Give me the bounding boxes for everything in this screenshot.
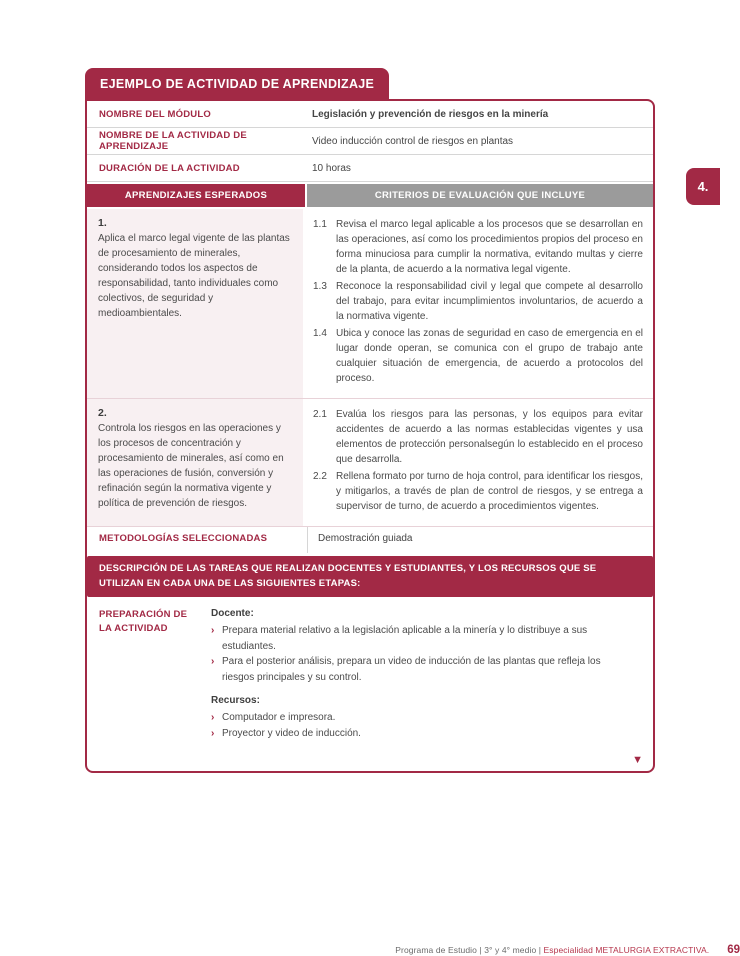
criterion-number: 2.2 — [313, 471, 327, 482]
bullet-chevron-icon: › — [211, 656, 215, 668]
footer-program: Programa de Estudio | 3° y 4° medio | — [395, 945, 542, 955]
preparation-group-heading: Recursos: — [211, 695, 260, 707]
methodology-value: Demostración guiada — [318, 533, 413, 544]
info-row — [87, 101, 653, 128]
methodology-row — [87, 527, 653, 553]
expected-learning-cell — [87, 209, 305, 398]
criterion-text: Revisa el marco legal aplicable a los procesos que se desarrollan en las operaciones, así como los procedimientos propios del proceso en forma minuciosa para cumplir la normativa, evitando multas y cierre de la planta, de acuerdo a la normativa legal vigente. — [336, 219, 643, 275]
criterion-text: Evalúa los riesgos para las personas, y los equipos para evitar accidentes de acuerdo a las normas establecidas vigentes y usa elementos de protección personalsegún lo establecido en el proceso que desarrolla. — [336, 409, 643, 465]
info-row-value: 10 horas — [312, 162, 351, 174]
document-content — [85, 68, 740, 956]
preparation-bullet-item — [211, 654, 633, 685]
column-header-criterios: CRITERIOS DE EVALUACIÓN QUE INCLUYE — [307, 184, 653, 207]
section-number-tab: 4. — [686, 168, 720, 205]
preparation-item-text: Para el posterior análisis, prepara un video de inducción de las plantas que refleja los riesgos principales y su control. — [222, 656, 601, 683]
footer-text — [395, 945, 709, 955]
preparation-group-heading: Docente: — [211, 608, 254, 620]
criterion-number: 1.4 — [313, 328, 327, 339]
learning-rows — [87, 209, 653, 527]
footer-specialty: Especialidad METALURGIA EXTRACTIVA. — [543, 945, 710, 955]
criterion-text: Reconoce la responsabilidad civil y legal que compete al desarrollo del trabajo, para evitar incumplimientos involuntarios, de acuerdo a la normativa vigente. — [336, 281, 643, 322]
criterion-number: 1.1 — [313, 219, 327, 230]
expected-learning-cell — [87, 399, 305, 526]
preparation-group — [211, 695, 633, 741]
criterion-number: 1.3 — [313, 281, 327, 292]
description-banner: DESCRIPCIÓN DE LAS TAREAS QUE REALIZAN DOCENTES Y ESTUDIANTES, Y LOS RECURSOS QUE SE UTILIZAN EN CADA UNA DE LAS SIGUIENTES ETAPAS: — [87, 556, 653, 597]
learning-text: Controla los riesgos en las operaciones y los procesos de concentración y procesamiento de minerales, así como en las operaciones de fusión, conversión y refinación según la normativa vigente y política de prevención de riesgos. — [98, 423, 284, 509]
criterion-number: 2.1 — [313, 409, 327, 420]
bullet-chevron-icon: › — [211, 712, 215, 724]
criterion-item — [313, 407, 643, 467]
preparation-bullet-item — [211, 726, 633, 742]
bullet-chevron-icon: › — [211, 727, 215, 739]
page-title: EJEMPLO DE ACTIVIDAD DE APRENDIZAJE — [85, 68, 389, 99]
column-header-aprendizajes: APRENDIZAJES ESPERADOS — [87, 184, 305, 207]
evaluation-criteria-cell — [305, 209, 653, 398]
info-row-value: Legislación y prevención de riesgos en la minería — [312, 108, 549, 120]
info-row — [87, 128, 653, 155]
criterion-item — [313, 326, 643, 386]
learning-number: 1. — [98, 217, 107, 229]
preparation-item-text: Computador e impresora. — [222, 712, 336, 724]
preparation-label: PREPARACIÓN DE LA ACTIVIDAD — [99, 609, 188, 635]
preparation-item-text: Proyector y video de inducción. — [222, 727, 361, 739]
info-row-label: DURACIÓN DE LA ACTIVIDAD — [99, 162, 240, 174]
methodology-label: METODOLOGÍAS SELECCIONADAS — [87, 527, 308, 553]
learning-row — [87, 209, 653, 399]
preparation-bullet-item — [211, 710, 633, 726]
criterion-item — [313, 217, 643, 277]
continuation-arrow-icon: ▼ — [632, 754, 643, 767]
info-row-value: Video inducción control de riesgos en plantas — [312, 135, 514, 147]
preparation-item-text: Prepara material relativo a la legislación aplicable a la minería y lo distribuye a sus estudiantes. — [222, 625, 588, 652]
criterion-text: Rellena formato por turno de hoja control, para identificar los riesgos, y mitigarlos, a través de plan de control de riesgos, y se entrega a supervisor de turno, de acuerdo a procedimientos vigentes. — [336, 471, 643, 512]
criterion-text: Ubica y conoce las zonas de seguridad en caso de emergencia en el lugar donde operan, se comunica con el grupo de trabajo ante cualquier situación de emergencia, de acuerdo a protocolos del proceso. — [336, 328, 643, 384]
learning-number: 2. — [98, 407, 107, 419]
page-footer — [170, 944, 740, 956]
info-rows — [87, 101, 653, 182]
info-row — [87, 155, 653, 182]
criterion-item — [313, 279, 643, 324]
page-number: 69 — [727, 944, 740, 956]
preparation-group — [211, 608, 633, 685]
evaluation-criteria-cell — [305, 399, 653, 526]
activity-table — [85, 99, 655, 773]
preparation-bullet-item — [211, 623, 633, 654]
preparation-row — [87, 600, 653, 771]
learning-row — [87, 399, 653, 527]
bullet-chevron-icon: › — [211, 625, 215, 637]
preparation-content — [203, 600, 653, 771]
learning-text: Aplica el marco legal vigente de las plantas de procesamiento de minerales, considerando todos los aspectos de responsabilidad, tanto individuales como colectivos, de seguridad y medioambientales. — [98, 233, 290, 319]
info-row-label: NOMBRE DE LA ACTIVIDAD DE APRENDIZAJE — [99, 130, 247, 152]
info-row-label: NOMBRE DEL MÓDULO — [99, 108, 211, 120]
column-headers — [87, 184, 653, 209]
criterion-item — [313, 469, 643, 514]
